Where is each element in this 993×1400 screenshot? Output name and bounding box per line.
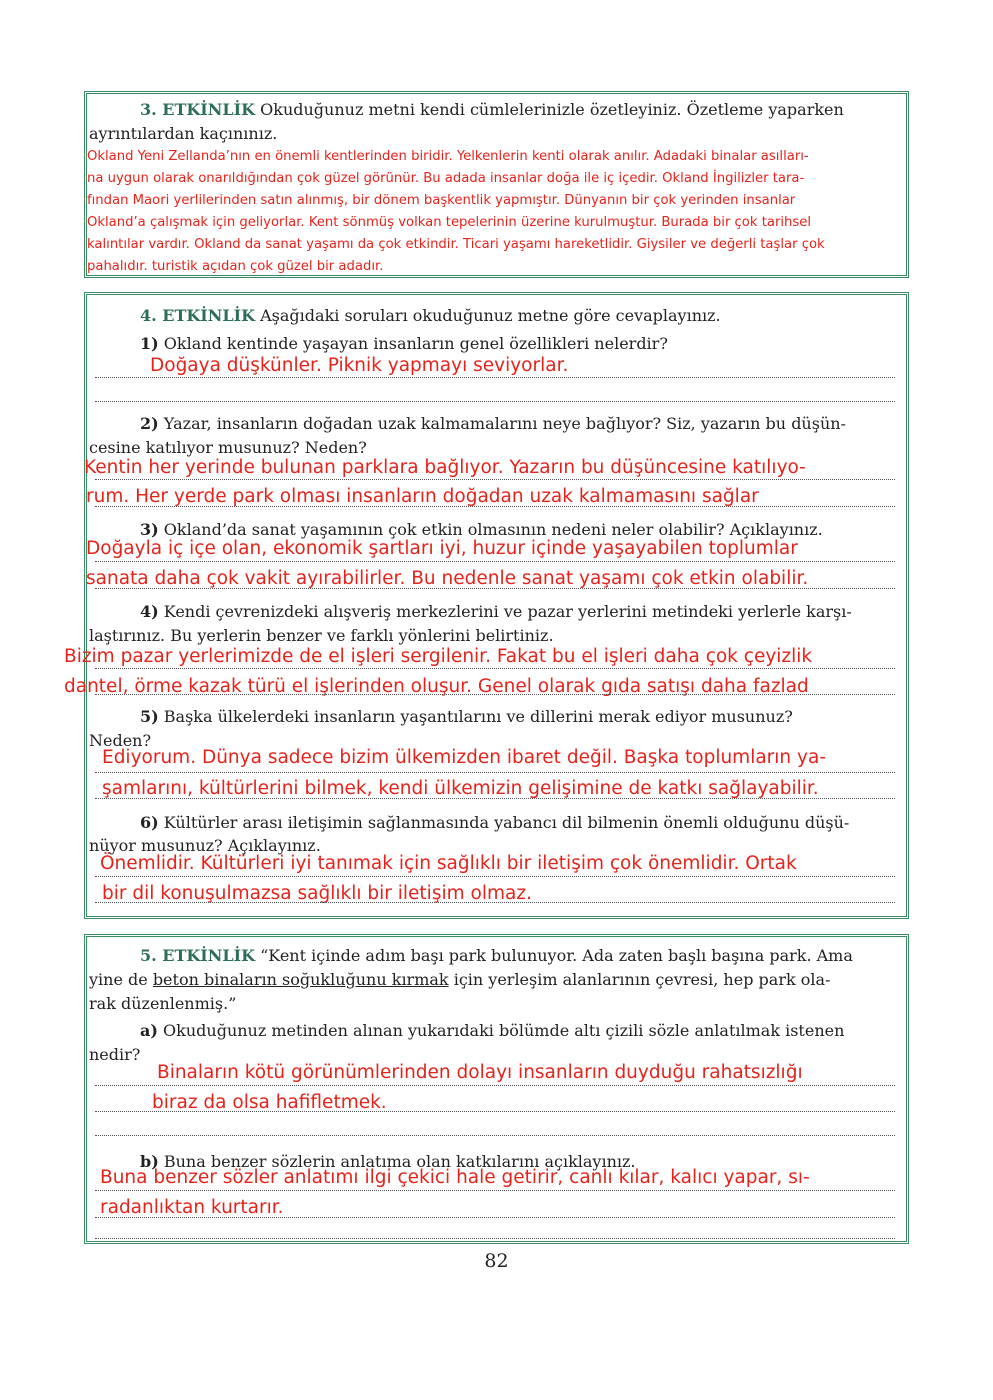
question-text: Başka ülkelerdeki insanların yaşantılarını ve dillerini merak ediyor musunuz?	[163, 707, 793, 726]
question-text-cont: cesine katılıyor musunuz? Neden?	[89, 438, 367, 457]
question-text: Kendi çevrenizdeki alışveriş merkezlerini ve pazar yerlerini metindeki yerlerle karşı-	[163, 602, 852, 621]
question-number: 5)	[140, 707, 159, 726]
question-number: a)	[140, 1021, 158, 1040]
answer-line[interactable]: radanlıktan kurtarır.	[100, 1197, 284, 1218]
activity-4-heading: 4. ETKİNLİK	[140, 306, 256, 325]
answer-dotted-line	[95, 401, 895, 402]
answer-line[interactable]: sanata daha çok vakit ayırabilirler. Bu nedenle sanat yaşamı çok etkin olabilir.	[86, 568, 809, 589]
question-number: b)	[140, 1152, 159, 1171]
answer-line[interactable]: dantel, örme kazak türü el işlerinden oluşur. Genel olarak gıda satışı daha fazlad	[64, 676, 809, 697]
summary-line: na uygun olarak onarıldığından çok güzel görünür. Bu adada insanlar doğa ile iç içedir. Okland İngilizler tara-	[87, 171, 805, 186]
answer-dotted-line	[95, 1190, 895, 1191]
answer-line[interactable]: Ediyorum. Dünya sadece bizim ülkemizden ibaret değil. Başka toplumların ya-	[102, 747, 826, 768]
question-1	[140, 334, 668, 354]
question-text-cont: laştırınız. Bu yerlerin benzer ve farklı yönlerini belirtiniz.	[89, 626, 554, 645]
answer-dotted-line	[95, 588, 895, 589]
answer-line[interactable]: Doğayla iç içe olan, ekonomik şartları iyi, huzur içinde yaşayabilen toplumlar	[86, 538, 798, 559]
answer-dotted-line	[95, 1135, 895, 1136]
answer-dotted-line	[95, 772, 895, 773]
question-text: Yazar, insanların doğadan uzak kalmamalarını neye bağlıyor? Siz, yazarın bu düşün-	[163, 414, 846, 433]
answer-line[interactable]: rum. Her yerde park olması insanların doğadan uzak kalmamasını sağlar	[86, 486, 759, 507]
underlined-phrase: beton binaların soğukluğunu kırmak	[152, 970, 449, 989]
answer-line[interactable]: şamlarını, kültürlerini bilmek, kendi ülkemizin gelişimine de katkı sağlayabilir.	[102, 778, 819, 799]
activity-5-heading: 5. ETKİNLİK	[140, 946, 256, 965]
answer-line[interactable]: Binaların kötü görünümlerinden dolayı insanların duyduğu rahatsızlığı	[157, 1062, 803, 1083]
question-text: Kültürler arası iletişimin sağlanmasında yabancı dil bilmenin önemli olduğunu düşü-	[163, 813, 850, 832]
activity-4-instruction: Aşağıdaki soruları okuduğunuz metne göre cevaplayınız.	[260, 306, 721, 325]
answer-dotted-line	[95, 798, 895, 799]
answer-line[interactable]: bir dil konuşulmazsa sağlıklı bir iletişim olmaz.	[102, 883, 532, 904]
question-text-cont: nüyor musunuz? Açıklayınız.	[89, 836, 321, 855]
question-6	[140, 813, 849, 833]
question-a	[140, 1021, 844, 1041]
answer-line[interactable]: Doğaya düşkünler. Piknik yapmayı seviyorlar.	[150, 355, 569, 376]
answer-dotted-line	[95, 902, 895, 903]
answer-dotted-line	[95, 377, 895, 378]
question-number: 3)	[140, 520, 159, 539]
activity-3-instruction: Okuduğunuz metni kendi cümlelerinizle özetleyiniz. Özetleme yaparken	[260, 100, 844, 119]
quote-text: “Kent içinde adım başı park bulunuyor. Ada zaten başlı başına park. Ama	[260, 946, 853, 965]
answer-dotted-line	[95, 1111, 895, 1112]
activity-3-prompt	[140, 100, 844, 120]
answer-line[interactable]: biraz da olsa hafifletmek.	[152, 1092, 387, 1113]
answer-dotted-line	[95, 668, 895, 669]
activity-4-prompt	[140, 306, 721, 326]
question-text: Okuduğunuz metinden alınan yukarıdaki bölümde altı çizili sözle anlatılmak istenen	[163, 1021, 845, 1040]
quote-line-3: rak düzenlenmiş.”	[89, 994, 237, 1013]
question-text-cont: nedir?	[89, 1045, 141, 1064]
answer-dotted-line	[95, 694, 895, 695]
answer-line[interactable]: Bizim pazar yerlerimizde de el işleri sergilenir. Fakat bu el işleri daha çok çeyizlik	[64, 646, 813, 667]
question-text: Okland kentinde yaşayan insanların genel özellikleri nelerdir?	[163, 334, 668, 353]
answer-dotted-line	[95, 479, 895, 480]
summary-line: pahalıdır. turistik açıdan çok güzel bir adadır.	[87, 259, 384, 274]
question-4	[140, 602, 852, 622]
question-number: 4)	[140, 602, 159, 621]
question-5	[140, 707, 793, 727]
question-number: 1)	[140, 334, 159, 353]
question-text-cont: Neden?	[89, 731, 152, 750]
quote-text: yine de	[89, 970, 153, 989]
question-number: 2)	[140, 414, 159, 433]
answer-dotted-line	[95, 1085, 895, 1086]
activity-3-instruction-cont: ayrıntılardan kaçınınız.	[89, 124, 278, 143]
answer-line[interactable]: Önemlidir. Kültürleri iyi tanımak için sağlıklı bir iletişim çok önemlidir. Ortak	[100, 853, 797, 874]
question-number: 6)	[140, 813, 159, 832]
activity-5-quote	[140, 946, 853, 966]
summary-line: fından Maori yerlilerinden satın alınmış, bir dönem başkentlik yapmıştır. Dünyanın bir çok yerinden insanlar	[87, 193, 796, 208]
answer-dotted-line	[95, 1238, 895, 1239]
summary-line: kalıntılar vardır. Okland da sanat yaşamı da çok etkindir. Ticari yaşamı hareketlidir. Giysiler ve değerli taşlar çok	[87, 237, 825, 252]
question-2	[140, 414, 846, 434]
answer-line[interactable]: Buna benzer sözler anlatımı ilgi çekici hale getirir, canlı kılar, kalıcı yapar, sı-	[100, 1167, 810, 1188]
question-text: Okland’da sanat yaşamının çok etkin olmasının nedeni neler olabilir? Açıklayınız.	[163, 520, 823, 539]
summary-line: Okland Yeni Zellanda’nın en önemli kentlerinden biridir. Yelkenlerin kenti olarak anılır. Adadaki binalar asılları-	[87, 149, 809, 164]
answer-dotted-line	[95, 876, 895, 877]
summary-line: Okland’a çalışmak için geliyorlar. Kent sönmüş volkan tepelerinin üzerine kurulmuştur. Burada bir çok tarihsel	[87, 215, 812, 230]
answer-dotted-line	[95, 561, 895, 562]
answer-dotted-line	[95, 506, 895, 507]
question-text: Buna benzer sözlerin anlatıma olan katkılarını açıklayınız.	[163, 1152, 636, 1171]
quote-text: için yerleşim alanlarının çevresi, hep park ola-	[448, 970, 831, 989]
answer-line[interactable]: Kentin her yerinde bulunan parklara bağlıyor. Yazarın bu düşüncesine katılıyo-	[84, 457, 806, 478]
quote-line-2	[89, 970, 830, 990]
answer-dotted-line	[95, 1217, 895, 1218]
page-number: 82	[484, 1250, 509, 1272]
activity-3-heading: 3. ETKİNLİK	[140, 100, 256, 119]
